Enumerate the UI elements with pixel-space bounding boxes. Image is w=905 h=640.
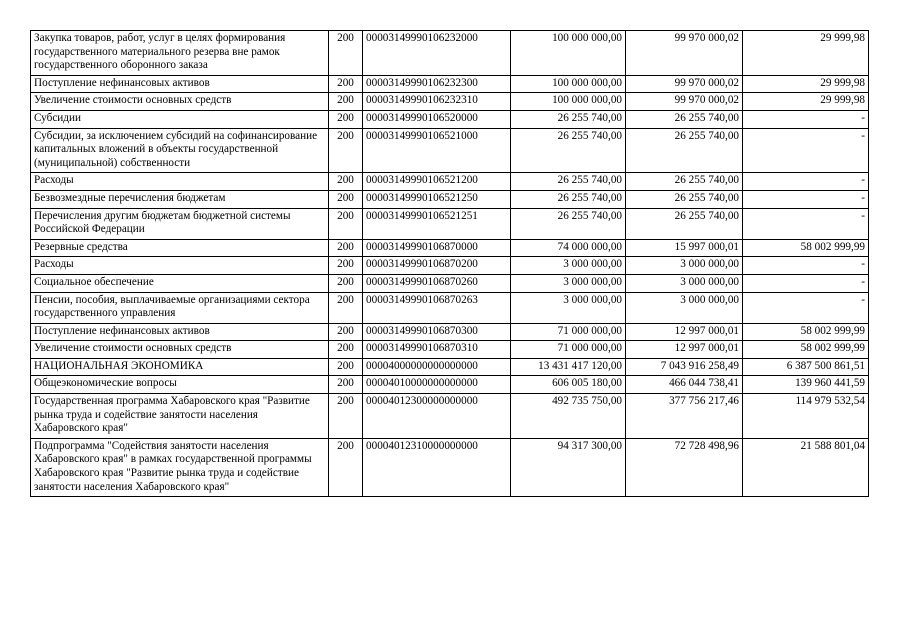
row-line-code-cell: 200 bbox=[329, 190, 363, 208]
row-unexecuted-amount-cell: 29 999,98 bbox=[743, 75, 869, 93]
row-line-code-cell: 200 bbox=[329, 128, 363, 173]
row-classification-code-cell: 00003149990106870260 bbox=[363, 274, 511, 292]
row-line-code-cell: 200 bbox=[329, 341, 363, 359]
table-row bbox=[31, 438, 869, 496]
row-assigned-amount-cell: 74 000 000,00 bbox=[511, 239, 626, 257]
table-body bbox=[31, 31, 869, 497]
row-line-code-cell: 200 bbox=[329, 110, 363, 128]
row-classification-code-cell: 00003149990106870263 bbox=[363, 292, 511, 323]
row-line-code-cell: 200 bbox=[329, 31, 363, 76]
row-classification-code-cell: 00004012300000000000 bbox=[363, 394, 511, 439]
row-name-cell: Субсидии, за исключением субсидий на софинансирование капитальных вложений в объекты государственной (муниципальной) собственности bbox=[31, 128, 329, 173]
table-row bbox=[31, 110, 869, 128]
table-row bbox=[31, 376, 869, 394]
table-row bbox=[31, 358, 869, 376]
table-row bbox=[31, 323, 869, 341]
row-unexecuted-amount-cell: 29 999,98 bbox=[743, 93, 869, 111]
row-classification-code-cell: 00003149990106232000 bbox=[363, 31, 511, 76]
row-unexecuted-amount-cell: 21 588 801,04 bbox=[743, 438, 869, 496]
row-name-cell: Социальное обеспечение bbox=[31, 274, 329, 292]
row-assigned-amount-cell: 100 000 000,00 bbox=[511, 31, 626, 76]
row-unexecuted-amount-cell: - bbox=[743, 190, 869, 208]
row-assigned-amount-cell: 3 000 000,00 bbox=[511, 274, 626, 292]
row-classification-code-cell: 00004000000000000000 bbox=[363, 358, 511, 376]
row-line-code-cell: 200 bbox=[329, 239, 363, 257]
table-row bbox=[31, 128, 869, 173]
row-classification-code-cell: 00003149990106232310 bbox=[363, 93, 511, 111]
row-unexecuted-amount-cell: - bbox=[743, 110, 869, 128]
row-name-cell: Государственная программа Хабаровского края "Развитие рынка труда и содействие занятости населения Хабаровского края" bbox=[31, 394, 329, 439]
row-executed-amount-cell: 3 000 000,00 bbox=[626, 257, 743, 275]
row-unexecuted-amount-cell: 29 999,98 bbox=[743, 31, 869, 76]
row-line-code-cell: 200 bbox=[329, 75, 363, 93]
row-classification-code-cell: 00004012310000000000 bbox=[363, 438, 511, 496]
row-name-cell: Перечисления другим бюджетам бюджетной системы Российской Федерации bbox=[31, 208, 329, 239]
row-unexecuted-amount-cell: - bbox=[743, 274, 869, 292]
row-line-code-cell: 200 bbox=[329, 93, 363, 111]
row-assigned-amount-cell: 3 000 000,00 bbox=[511, 292, 626, 323]
table-row bbox=[31, 93, 869, 111]
row-line-code-cell: 200 bbox=[329, 323, 363, 341]
row-executed-amount-cell: 26 255 740,00 bbox=[626, 190, 743, 208]
row-executed-amount-cell: 3 000 000,00 bbox=[626, 274, 743, 292]
row-name-cell: Резервные средства bbox=[31, 239, 329, 257]
row-name-cell: Субсидии bbox=[31, 110, 329, 128]
row-line-code-cell: 200 bbox=[329, 173, 363, 191]
row-executed-amount-cell: 26 255 740,00 bbox=[626, 128, 743, 173]
row-name-cell: Безвозмездные перечисления бюджетам bbox=[31, 190, 329, 208]
table-row bbox=[31, 190, 869, 208]
row-unexecuted-amount-cell: 6 387 500 861,51 bbox=[743, 358, 869, 376]
row-unexecuted-amount-cell: - bbox=[743, 208, 869, 239]
row-unexecuted-amount-cell: 58 002 999,99 bbox=[743, 341, 869, 359]
row-executed-amount-cell: 26 255 740,00 bbox=[626, 110, 743, 128]
row-executed-amount-cell: 12 997 000,01 bbox=[626, 323, 743, 341]
row-executed-amount-cell: 72 728 498,96 bbox=[626, 438, 743, 496]
document-page bbox=[30, 30, 868, 497]
row-assigned-amount-cell: 94 317 300,00 bbox=[511, 438, 626, 496]
row-line-code-cell: 200 bbox=[329, 358, 363, 376]
row-assigned-amount-cell: 71 000 000,00 bbox=[511, 341, 626, 359]
row-unexecuted-amount-cell: - bbox=[743, 257, 869, 275]
row-unexecuted-amount-cell: - bbox=[743, 173, 869, 191]
row-executed-amount-cell: 26 255 740,00 bbox=[626, 173, 743, 191]
row-line-code-cell: 200 bbox=[329, 376, 363, 394]
row-executed-amount-cell: 3 000 000,00 bbox=[626, 292, 743, 323]
row-assigned-amount-cell: 26 255 740,00 bbox=[511, 208, 626, 239]
row-name-cell: Поступление нефинансовых активов bbox=[31, 75, 329, 93]
table-row bbox=[31, 75, 869, 93]
row-assigned-amount-cell: 13 431 417 120,00 bbox=[511, 358, 626, 376]
row-name-cell: Увеличение стоимости основных средств bbox=[31, 93, 329, 111]
row-name-cell: Расходы bbox=[31, 257, 329, 275]
row-executed-amount-cell: 377 756 217,46 bbox=[626, 394, 743, 439]
row-classification-code-cell: 00003149990106870300 bbox=[363, 323, 511, 341]
table-row bbox=[31, 394, 869, 439]
row-executed-amount-cell: 7 043 916 258,49 bbox=[626, 358, 743, 376]
row-assigned-amount-cell: 492 735 750,00 bbox=[511, 394, 626, 439]
row-classification-code-cell: 00003149990106520000 bbox=[363, 110, 511, 128]
table-row bbox=[31, 274, 869, 292]
row-name-cell: Пенсии, пособия, выплачиваемые организациями сектора государственного управления bbox=[31, 292, 329, 323]
row-classification-code-cell: 00003149990106521250 bbox=[363, 190, 511, 208]
row-name-cell: Расходы bbox=[31, 173, 329, 191]
table-row bbox=[31, 341, 869, 359]
row-classification-code-cell: 00004010000000000000 bbox=[363, 376, 511, 394]
row-classification-code-cell: 00003149990106870000 bbox=[363, 239, 511, 257]
row-assigned-amount-cell: 26 255 740,00 bbox=[511, 128, 626, 173]
row-classification-code-cell: 00003149990106521200 bbox=[363, 173, 511, 191]
row-unexecuted-amount-cell: 114 979 532,54 bbox=[743, 394, 869, 439]
row-line-code-cell: 200 bbox=[329, 208, 363, 239]
table-row bbox=[31, 239, 869, 257]
table-row bbox=[31, 292, 869, 323]
row-classification-code-cell: 00003149990106870310 bbox=[363, 341, 511, 359]
row-unexecuted-amount-cell: - bbox=[743, 128, 869, 173]
row-executed-amount-cell: 99 970 000,02 bbox=[626, 75, 743, 93]
table-row bbox=[31, 208, 869, 239]
row-line-code-cell: 200 bbox=[329, 394, 363, 439]
row-executed-amount-cell: 466 044 738,41 bbox=[626, 376, 743, 394]
row-assigned-amount-cell: 26 255 740,00 bbox=[511, 190, 626, 208]
row-assigned-amount-cell: 71 000 000,00 bbox=[511, 323, 626, 341]
row-line-code-cell: 200 bbox=[329, 438, 363, 496]
row-assigned-amount-cell: 3 000 000,00 bbox=[511, 257, 626, 275]
row-executed-amount-cell: 99 970 000,02 bbox=[626, 93, 743, 111]
row-name-cell: Подпрограмма "Содействия занятости населения Хабаровского края" в рамках государственной программы Хабаровского края "Развитие рынка труда и содействие занятости населения Хабаровского края" bbox=[31, 438, 329, 496]
row-executed-amount-cell: 99 970 000,02 bbox=[626, 31, 743, 76]
row-assigned-amount-cell: 26 255 740,00 bbox=[511, 173, 626, 191]
table-row bbox=[31, 31, 869, 76]
row-line-code-cell: 200 bbox=[329, 257, 363, 275]
row-name-cell: Общеэкономические вопросы bbox=[31, 376, 329, 394]
row-assigned-amount-cell: 26 255 740,00 bbox=[511, 110, 626, 128]
row-executed-amount-cell: 15 997 000,01 bbox=[626, 239, 743, 257]
row-name-cell: Поступление нефинансовых активов bbox=[31, 323, 329, 341]
row-line-code-cell: 200 bbox=[329, 274, 363, 292]
table-row bbox=[31, 173, 869, 191]
row-classification-code-cell: 00003149990106232300 bbox=[363, 75, 511, 93]
row-classification-code-cell: 00003149990106521251 bbox=[363, 208, 511, 239]
row-assigned-amount-cell: 606 005 180,00 bbox=[511, 376, 626, 394]
row-line-code-cell: 200 bbox=[329, 292, 363, 323]
row-executed-amount-cell: 26 255 740,00 bbox=[626, 208, 743, 239]
row-unexecuted-amount-cell: 139 960 441,59 bbox=[743, 376, 869, 394]
row-classification-code-cell: 00003149990106521000 bbox=[363, 128, 511, 173]
row-assigned-amount-cell: 100 000 000,00 bbox=[511, 75, 626, 93]
row-name-cell: Закупка товаров, работ, услуг в целях формирования государственного материального резерва вне рамок государственного оборонного заказа bbox=[31, 31, 329, 76]
row-unexecuted-amount-cell: 58 002 999,99 bbox=[743, 239, 869, 257]
table-row bbox=[31, 257, 869, 275]
row-classification-code-cell: 00003149990106870200 bbox=[363, 257, 511, 275]
row-assigned-amount-cell: 100 000 000,00 bbox=[511, 93, 626, 111]
row-name-cell: Увеличение стоимости основных средств bbox=[31, 341, 329, 359]
row-name-cell: НАЦИОНАЛЬНАЯ ЭКОНОМИКА bbox=[31, 358, 329, 376]
row-unexecuted-amount-cell: - bbox=[743, 292, 869, 323]
row-unexecuted-amount-cell: 58 002 999,99 bbox=[743, 323, 869, 341]
row-executed-amount-cell: 12 997 000,01 bbox=[626, 341, 743, 359]
budget-execution-table bbox=[30, 30, 869, 497]
